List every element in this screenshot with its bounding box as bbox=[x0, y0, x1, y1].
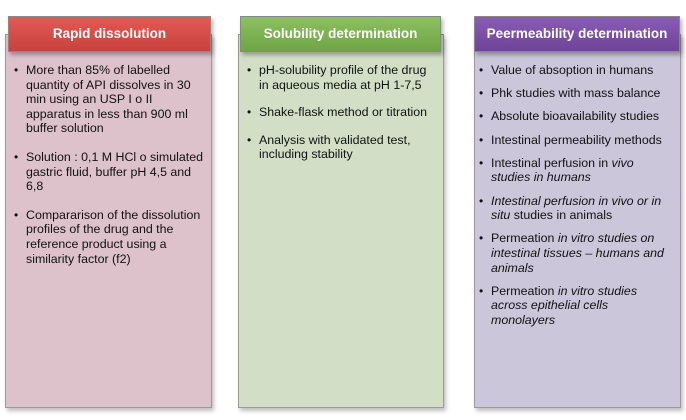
bullet-text: vivo studies in humans bbox=[491, 155, 634, 185]
bullet-text: in vitro studies across epithelial cells monolayers bbox=[491, 283, 638, 327]
bullet-item bbox=[479, 63, 675, 78]
bullet-list bbox=[14, 63, 207, 280]
bullet-item bbox=[247, 105, 439, 120]
bullet-item bbox=[479, 86, 675, 101]
bullet-item bbox=[479, 156, 675, 185]
bullet-text: Shake-flask method or titration bbox=[259, 105, 428, 120]
bullet-text: in vitro studies on intestinal tissues – humans and animals bbox=[491, 231, 664, 275]
bullet-item bbox=[14, 208, 207, 266]
bullet-text: Intestinal permeability methods bbox=[491, 132, 662, 147]
bullet-item bbox=[14, 150, 207, 194]
column-header: Solubility determination bbox=[240, 16, 441, 52]
bullet-text: Permeation bbox=[491, 231, 558, 246]
bullet-text: More than 85% of labelled quantity of API dissolves in 30 min using an USP I o II apparatus in less than 900 ml buffer solution bbox=[26, 63, 191, 136]
bullet-item bbox=[479, 109, 675, 124]
bullet-text: studies in animals bbox=[510, 208, 613, 223]
bullet-text: Intestinal perfusion in vivo or in situ bbox=[491, 193, 662, 223]
bullet-text: Value of absoption in humans bbox=[491, 63, 654, 77]
bullet-item bbox=[247, 133, 439, 162]
bullet-item bbox=[14, 63, 207, 136]
bullet-item bbox=[479, 194, 675, 223]
bullet-item bbox=[479, 284, 675, 328]
bullet-text: pH-solubility profile of the drug in aqueous media at pH 1-7,5 bbox=[259, 63, 427, 92]
bullet-text: Absolute bioavailability studies bbox=[491, 109, 660, 124]
bullet-item bbox=[479, 231, 675, 275]
bullet-list bbox=[247, 63, 439, 175]
bullet-text: Phk studies with mass balance bbox=[491, 86, 661, 101]
bullet-text: Analysis with validated test, including stability bbox=[259, 132, 411, 162]
column-header: Rapid dissolution bbox=[8, 16, 211, 52]
bullet-text: Intestinal perfusion in bbox=[491, 155, 612, 170]
column-header: Peermeability determination bbox=[474, 16, 680, 52]
bullet-text: Compararison of the dissolution profiles of the drug and the reference product using a similarity factor (f2) bbox=[26, 207, 201, 266]
bullet-text: Permeation bbox=[491, 283, 558, 298]
bullet-item bbox=[479, 133, 675, 148]
bullet-list bbox=[479, 63, 675, 336]
bullet-item bbox=[247, 63, 439, 92]
bullet-text: Solution : 0,1 M HCl o simulated gastric fluid, buffer pH 4,5 and 6,8 bbox=[26, 149, 203, 194]
